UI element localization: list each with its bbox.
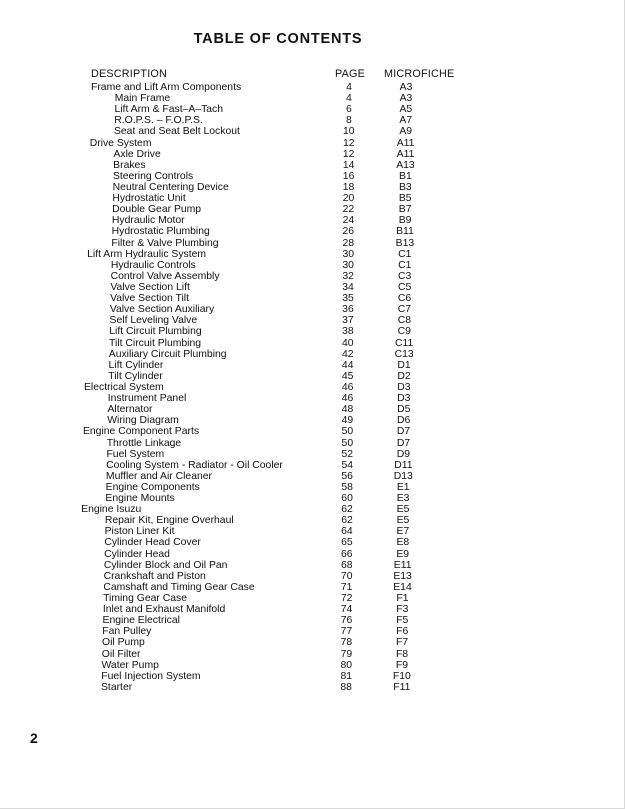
toc-row	[0, 393, 625, 404]
toc-row	[0, 660, 625, 671]
toc-microfiche-ref: C8	[397, 315, 411, 327]
toc-page-number: 81	[340, 670, 353, 682]
toc-page-number: 8	[345, 115, 352, 127]
toc-item-title: Oil Pump	[102, 637, 145, 649]
toc-row	[0, 604, 625, 615]
toc-row	[0, 93, 625, 104]
toc-page-number: 18	[342, 181, 355, 193]
toc-item-title: Throttle Linkage	[106, 437, 182, 449]
toc-row	[0, 426, 625, 437]
toc-item-title: Steering Controls	[112, 170, 194, 182]
toc-item-title: Axle Drive	[113, 148, 161, 160]
toc-row	[0, 637, 625, 648]
toc-row	[0, 482, 625, 493]
toc-item-title: Main Frame	[114, 93, 171, 105]
toc-microfiche-ref: E13	[393, 570, 412, 582]
toc-row	[0, 471, 625, 482]
toc-item-title: Neutral Centering Device	[112, 181, 229, 193]
toc-page-number: 48	[341, 404, 354, 416]
toc-row	[0, 138, 625, 149]
toc-item-title: Valve Section Auxiliary	[109, 304, 215, 316]
toc-microfiche-ref: F5	[396, 615, 409, 627]
microfiche-column-header: MICROFICHE	[384, 68, 455, 80]
toc-row	[0, 649, 625, 660]
toc-page-number: 50	[341, 426, 354, 438]
toc-item-title: Instrument Panel	[107, 393, 187, 405]
toc-row	[0, 82, 625, 93]
toc-microfiche-ref: C5	[397, 281, 412, 293]
toc-item-title: Inlet and Exhaust Manifold	[102, 604, 226, 616]
toc-item-title: Muffler and Air Cleaner	[105, 470, 212, 482]
toc-page-number: 71	[340, 581, 353, 593]
toc-microfiche-ref: B9	[398, 215, 412, 227]
toc-page-number: 34	[342, 281, 354, 293]
toc-row	[0, 615, 625, 626]
toc-row	[0, 671, 625, 682]
toc-row	[0, 282, 625, 293]
toc-item-title: Wiring Diagram	[107, 415, 179, 427]
toc-row	[0, 404, 625, 415]
toc-item-title: Filter & Valve Plumbing	[111, 237, 219, 249]
toc-item-title: Control Valve Assembly	[110, 270, 220, 282]
toc-item-title: Lift Circuit Plumbing	[109, 326, 202, 338]
toc-page-number: 46	[341, 381, 354, 393]
toc-page-number: 50	[341, 437, 354, 449]
toc-row	[0, 504, 625, 515]
toc-section-title: Lift Arm Hydraulic System	[87, 248, 207, 260]
toc-microfiche-ref: A11	[396, 148, 415, 160]
page-title: TABLE OF CONTENTS	[193, 31, 363, 47]
toc-item-title: Camshaft and Timing Gear Case	[103, 581, 255, 593]
toc-microfiche-ref: B1	[399, 170, 412, 182]
toc-row	[0, 415, 625, 426]
toc-row	[0, 515, 625, 526]
toc-item-title: Hydraulic Motor	[111, 215, 185, 227]
toc-microfiche-ref: D11	[394, 459, 413, 471]
toc-page-number: 28	[342, 237, 355, 249]
toc-row	[0, 449, 625, 460]
toc-page-number: 35	[342, 293, 354, 305]
toc-row	[0, 104, 625, 115]
toc-microfiche-ref: E14	[393, 581, 412, 593]
toc-row	[0, 682, 625, 693]
toc-page-number: 44	[341, 359, 354, 371]
toc-row	[0, 149, 625, 160]
toc-microfiche-ref: A7	[399, 115, 413, 127]
toc-microfiche-ref: B7	[398, 204, 412, 216]
toc-page-number: 42	[341, 348, 354, 360]
toc-row	[0, 582, 625, 593]
toc-item-title: Cylinder Head Cover	[104, 537, 201, 549]
toc-page-number: 37	[342, 315, 354, 327]
toc-page-number: 4	[346, 93, 352, 105]
toc-item-title: Lift Cylinder	[108, 359, 164, 371]
toc-microfiche-ref: F3	[396, 604, 409, 616]
toc-page-number: 68	[340, 559, 353, 571]
toc-item-title: Cylinder Block and Oil Pan	[103, 559, 228, 571]
toc-microfiche-ref: A3	[399, 82, 413, 93]
toc-section-title: Engine Component Parts	[82, 426, 200, 438]
toc-microfiche-ref: D13	[393, 470, 413, 482]
toc-item-title: Cylinder Head	[104, 548, 170, 560]
toc-microfiche-ref: F8	[395, 648, 409, 660]
toc-item-title: Valve Section Tilt	[110, 293, 189, 305]
toc-microfiche-ref: B11	[396, 226, 414, 238]
toc-page-number: 78	[340, 637, 353, 649]
toc-item-title: Brakes	[113, 159, 146, 171]
toc-item-title: Crankshaft and Piston	[103, 570, 206, 582]
toc-row	[0, 238, 625, 249]
toc-item-title: Valve Section Lift	[110, 281, 190, 293]
toc-microfiche-ref: C13	[394, 348, 414, 360]
toc-row	[0, 593, 625, 604]
page-column-header: PAGE	[335, 68, 366, 80]
toc-row	[0, 315, 625, 326]
toc-page-number: 62	[341, 504, 353, 516]
toc-row	[0, 537, 625, 548]
toc-microfiche-ref: A13	[396, 159, 415, 171]
toc-microfiche-ref: F11	[393, 681, 411, 693]
toc-item-title: Piston Liner Kit	[104, 526, 175, 538]
toc-row	[0, 193, 625, 204]
toc-microfiche-ref: E7	[396, 526, 410, 538]
page-number: 2	[30, 730, 38, 746]
toc-page-number: 70	[340, 570, 353, 582]
toc-page-number: 72	[340, 593, 353, 605]
toc-row	[0, 371, 625, 382]
toc-microfiche-ref: D9	[396, 448, 411, 460]
toc-item-title: Double Gear Pump	[112, 204, 202, 216]
toc-microfiche-ref: B3	[398, 181, 412, 193]
toc-row	[0, 171, 625, 182]
toc-item-title: Fuel Injection System	[101, 670, 201, 682]
toc-microfiche-ref: C6	[397, 293, 412, 305]
toc-page-number: 66	[341, 548, 353, 560]
toc-section-title: Drive System	[89, 137, 152, 149]
toc-item-title: Tilt Circuit Plumbing	[109, 337, 202, 349]
toc-item-title: Auxiliary Circuit Plumbing	[108, 348, 227, 360]
toc-row	[0, 338, 625, 349]
toc-row	[0, 249, 625, 260]
toc-row	[0, 215, 625, 226]
toc-item-title: Repair Kit, Engine Overhaul	[104, 515, 234, 527]
toc-row	[0, 382, 625, 393]
toc-page-number: 58	[341, 481, 353, 493]
toc-page-number: 6	[346, 104, 352, 116]
toc-page-number: 14	[342, 159, 355, 171]
toc-row	[0, 460, 625, 471]
toc-item-title: Hydrostatic Plumbing	[111, 226, 210, 238]
toc-item-title: Starter	[101, 681, 133, 693]
toc-microfiche-ref: D5	[397, 404, 411, 416]
toc-microfiche-ref: D3	[397, 381, 411, 393]
toc-microfiche-ref: E11	[393, 559, 412, 571]
toc-microfiche-ref: A11	[396, 137, 415, 149]
toc-page-number: 76	[340, 615, 353, 627]
toc-page-number: 60	[341, 493, 353, 505]
toc-microfiche-ref: E5	[396, 515, 410, 527]
toc-row	[0, 526, 625, 537]
toc-microfiche-ref: A3	[399, 93, 413, 105]
toc-microfiche-ref: E5	[396, 504, 410, 516]
toc-item-title: Fuel System	[106, 448, 165, 460]
toc-row	[0, 115, 625, 126]
toc-row	[0, 349, 625, 360]
toc-microfiche-ref: C1	[398, 248, 412, 260]
toc-microfiche-ref: C11	[395, 337, 414, 349]
toc-row	[0, 560, 625, 571]
toc-row	[0, 126, 625, 137]
toc-page-number: 77	[340, 626, 353, 638]
toc-item-title: Hydrostatic Unit	[112, 193, 186, 205]
toc-item-title: Self Leveling Valve	[109, 315, 198, 327]
toc-item-title: Engine Electrical	[102, 615, 180, 627]
toc-row	[0, 493, 625, 504]
toc-row	[0, 226, 625, 237]
toc-microfiche-ref: D6	[397, 415, 411, 427]
toc-item-title: Cooling System - Radiator - Oil Cooler	[106, 459, 283, 471]
toc-page-number: 4	[346, 82, 352, 93]
toc-microfiche-ref: C3	[398, 270, 412, 282]
toc-item-title: Tilt Cylinder	[108, 370, 163, 382]
toc-row	[0, 326, 625, 337]
toc-page-number: 56	[341, 470, 353, 482]
toc-row	[0, 571, 625, 582]
toc-page-number: 80	[340, 659, 353, 671]
toc-row	[0, 160, 625, 171]
toc-microfiche-ref: F10	[392, 670, 411, 682]
toc-page-number: 38	[342, 326, 354, 338]
toc-item-title: Hydraulic Controls	[110, 259, 196, 271]
toc-microfiche-ref: F1	[396, 593, 409, 605]
toc-page-number: 79	[340, 648, 353, 660]
toc-row	[0, 360, 625, 371]
toc-page-number: 20	[342, 193, 355, 205]
toc-page-number: 49	[341, 415, 354, 427]
toc-item-title: Alternator	[107, 404, 153, 416]
toc-item-title: Oil Filter	[101, 648, 141, 660]
toc-page-number: 30	[342, 248, 354, 260]
toc-item-title: Engine Mounts	[105, 493, 175, 505]
toc-section-title: Electrical System	[84, 381, 164, 393]
toc-row	[0, 626, 625, 637]
toc-section-title: Engine Isuzu	[81, 504, 142, 516]
toc-page-number: 12	[342, 137, 355, 149]
description-column-header: DESCRIPTION	[91, 68, 167, 80]
toc-row	[0, 293, 625, 304]
toc-page-number: 12	[342, 148, 355, 160]
toc-microfiche-ref: C7	[397, 304, 412, 316]
toc-page-number: 16	[342, 170, 355, 182]
toc-page-number: 40	[342, 337, 354, 349]
toc-item-title: Water Pump	[101, 659, 159, 671]
toc-page-number: 45	[341, 370, 354, 382]
toc-microfiche-ref: B5	[398, 193, 412, 205]
toc-microfiche-ref: C1	[398, 259, 412, 271]
toc-page-number: 32	[342, 270, 354, 282]
toc-page-number: 88	[340, 681, 352, 693]
toc-page-number: 74	[340, 604, 353, 616]
toc-microfiche-ref: D7	[396, 426, 411, 438]
toc-microfiche-ref: E8	[396, 537, 410, 549]
toc-page-number: 62	[341, 515, 353, 527]
toc-page-number: 26	[342, 226, 355, 238]
toc-item-title: Timing Gear Case	[103, 593, 187, 605]
toc-section-title: Frame and Lift Arm Components	[91, 82, 242, 93]
toc-row	[0, 182, 625, 193]
toc-microfiche-ref: E9	[396, 548, 410, 560]
toc-item-title: Engine Components	[105, 481, 200, 493]
toc-row	[0, 549, 625, 560]
toc-row	[0, 271, 625, 282]
toc-microfiche-ref: B13	[395, 237, 415, 249]
toc-page-number: 46	[341, 393, 354, 405]
toc-page-number: 30	[342, 259, 354, 271]
toc-microfiche-ref: D7	[396, 437, 411, 449]
toc-item-title: Seat and Seat Belt Lockout	[113, 126, 240, 138]
toc-page-number: 36	[342, 304, 354, 316]
toc-list	[0, 82, 625, 693]
toc-row	[0, 438, 625, 449]
toc-microfiche-ref: D2	[397, 370, 411, 382]
toc-page-number: 65	[341, 537, 353, 549]
toc-microfiche-ref: F7	[396, 637, 409, 649]
toc-item-title: Lift Arm & Fast–A–Tach	[114, 104, 224, 116]
toc-microfiche-ref: D1	[397, 359, 411, 371]
toc-row	[0, 260, 625, 271]
toc-page-number: 52	[341, 448, 354, 460]
toc-item-title: Fan Pulley	[102, 626, 152, 638]
toc-row	[0, 204, 625, 215]
toc-page-number: 24	[342, 215, 355, 227]
toc-microfiche-ref: E1	[396, 481, 410, 493]
toc-microfiche-ref: E3	[396, 493, 410, 505]
toc-page-number: 22	[342, 204, 355, 216]
toc-row	[0, 304, 625, 315]
toc-item-title: R.O.P.S. – F.O.P.S.	[114, 115, 203, 127]
toc-microfiche-ref: A5	[399, 104, 413, 116]
toc-microfiche-ref: D3	[397, 393, 411, 405]
toc-page-number: 54	[341, 459, 354, 471]
toc-microfiche-ref: A9	[399, 126, 413, 138]
toc-microfiche-ref: C9	[397, 326, 411, 338]
toc-page-number: 10	[343, 126, 355, 138]
toc-microfiche-ref: F6	[396, 626, 409, 638]
toc-microfiche-ref: F9	[395, 659, 409, 671]
toc-page-number: 64	[341, 526, 353, 538]
